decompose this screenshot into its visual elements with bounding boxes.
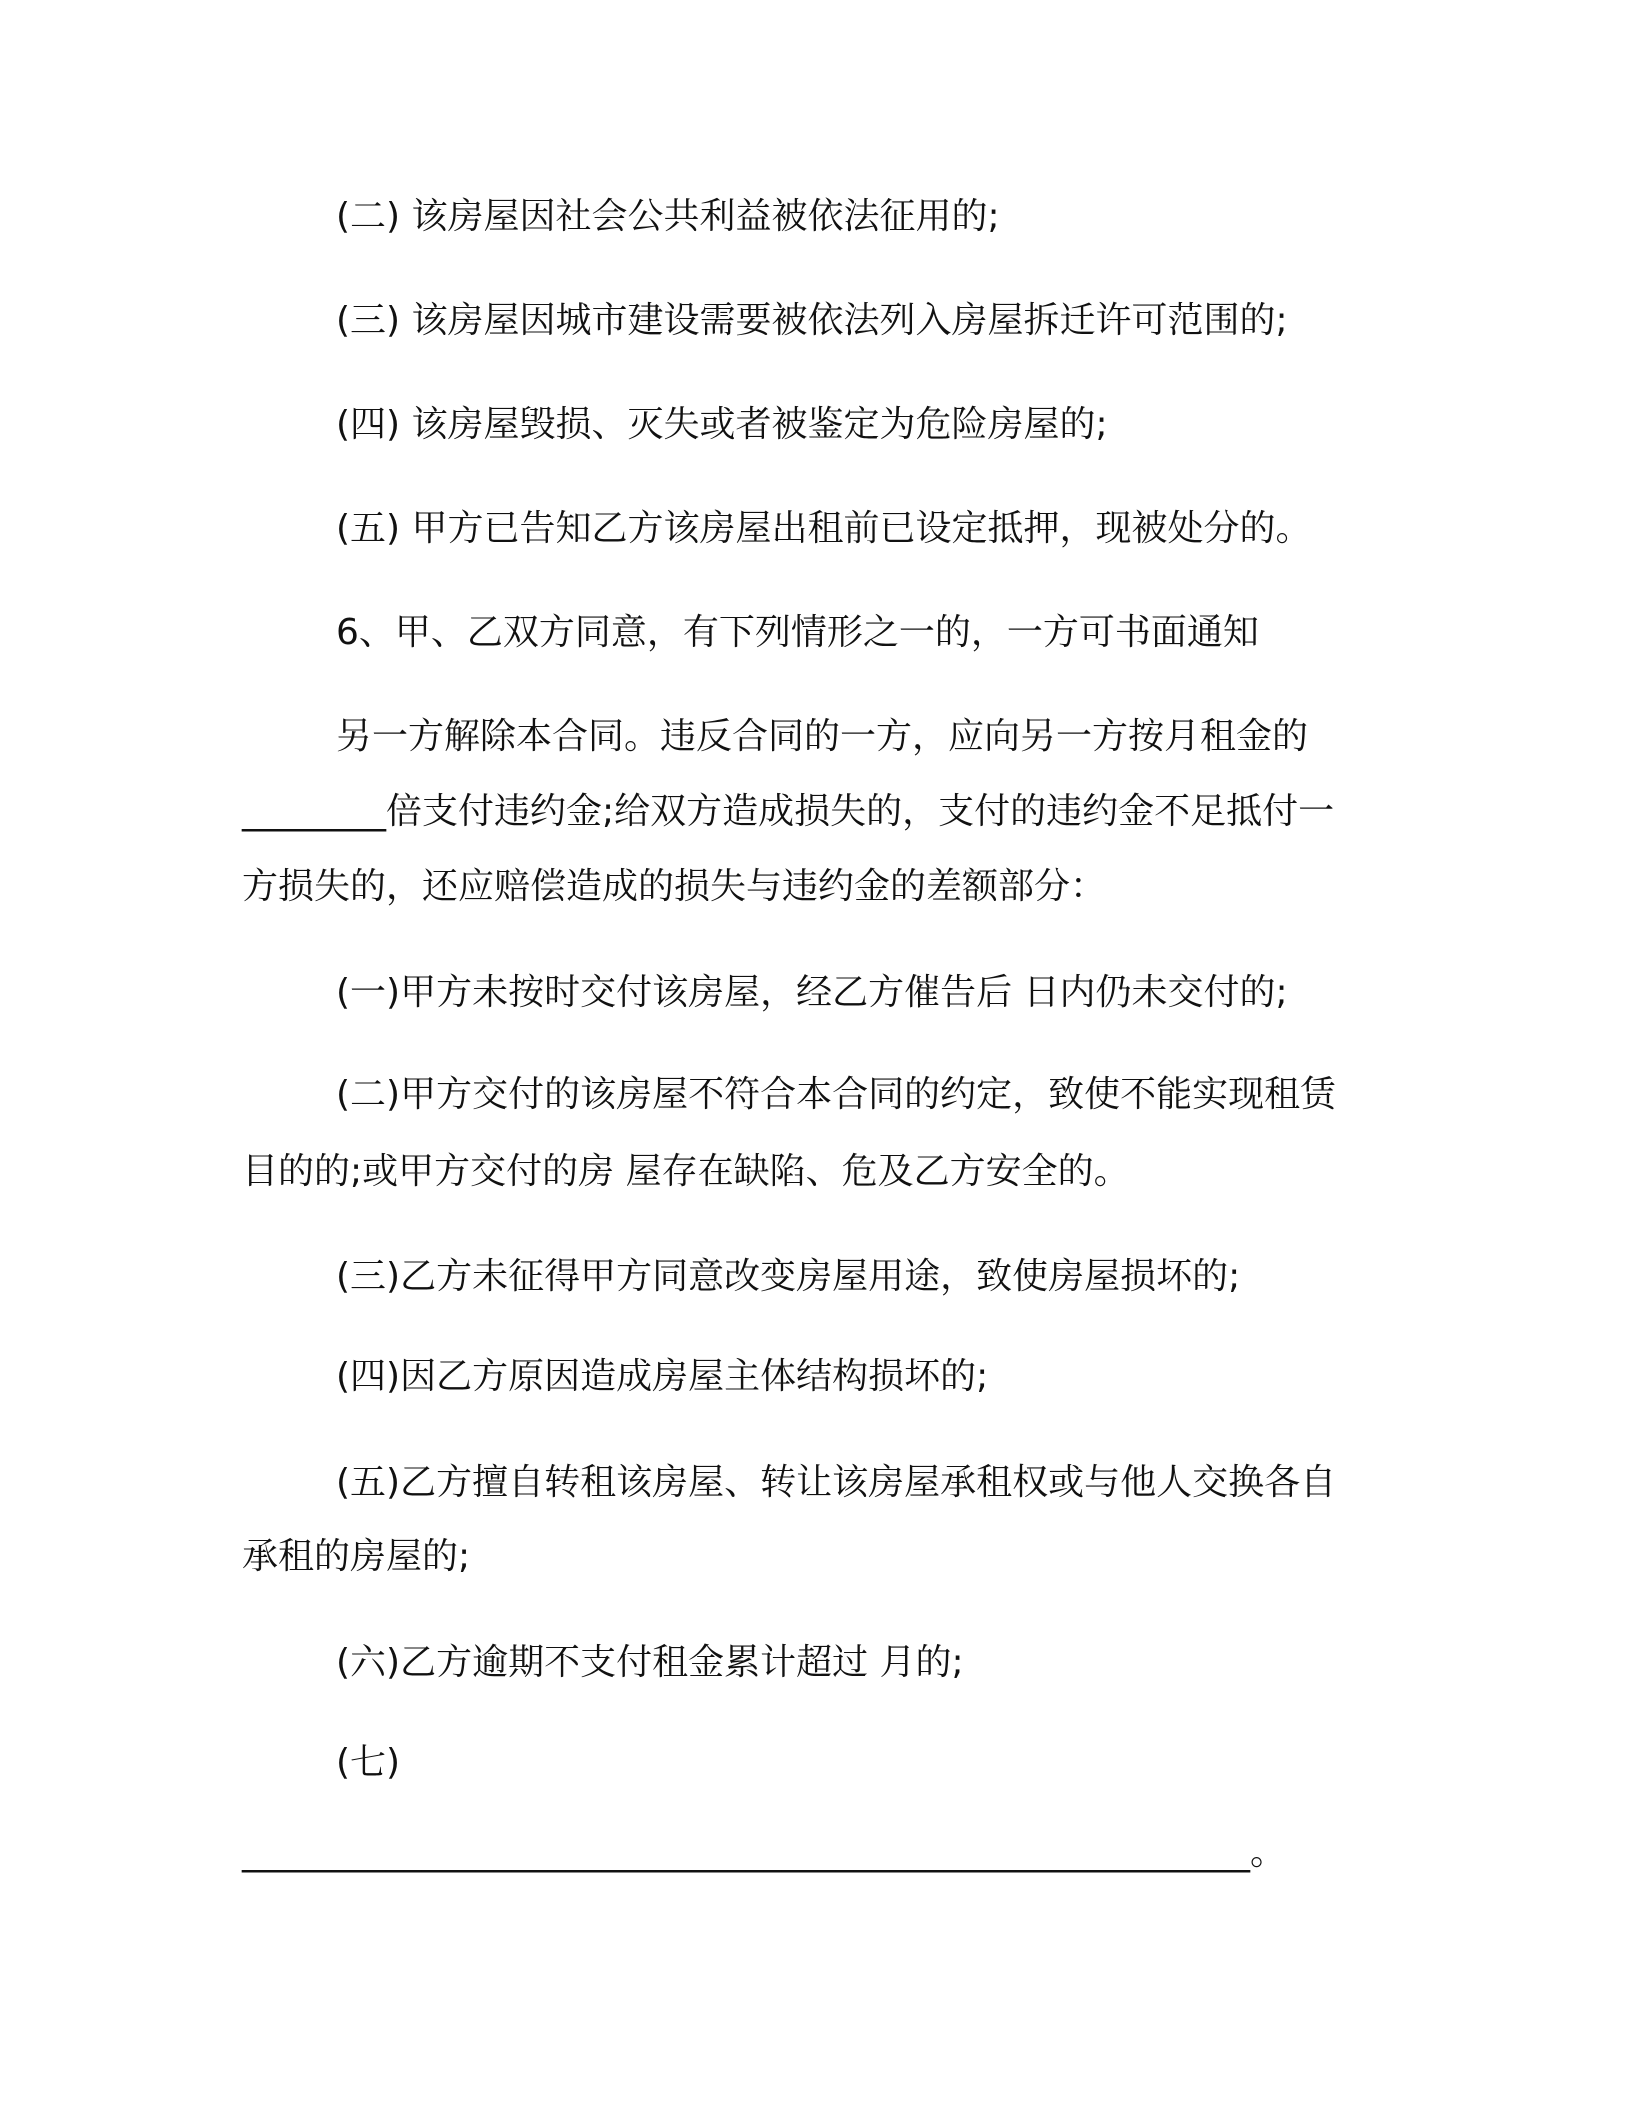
clause-6-line-1: 6、甲、乙双方同意，有下列情形之一的，一方可书面通知 [336,612,1259,653]
clause-item-3: (三) 该房屋因城市建设需要被依法列入房屋拆迁许可范围的; [336,300,1288,341]
termination-item-4: (四)因乙方原因造成房屋主体结构损坏的; [336,1356,989,1397]
termination-item-3: (三)乙方未征得甲方同意改变房屋用途，致使房屋损坏的; [336,1256,1241,1297]
clause-6-line-3: ________倍支付违约金;给双方造成损失的，支付的违约金不足抵付一 [242,791,1335,832]
termination-item-2-line-1: (二)甲方交付的该房屋不符合本合同的约定，致使不能实现租赁 [336,1074,1337,1115]
termination-item-7-label: (七) [336,1742,401,1783]
termination-item-5-line-2: 承租的房屋的; [242,1536,471,1577]
clause-6-line-2: 另一方解除本合同。违反合同的一方，应向另一方按月租金的 [336,716,1309,757]
clause-item-2: (二) 该房屋因社会公共利益被依法征用的; [336,196,1000,237]
termination-item-1: (一)甲方未按时交付该房屋，经乙方催告后 日内仍未交付的; [336,972,1288,1013]
termination-item-5-line-1: (五)乙方擅自转租该房屋、转让该房屋承租权或与他人交换各自 [336,1462,1337,1503]
termination-item-6: (六)乙方逾期不支付租金累计超过 月的; [336,1642,964,1683]
termination-item-7-blank: ________________________________________________________。 [242,1832,1286,1873]
clause-6-line-4: 方损失的，还应赔偿造成的损失与违约金的差额部分： [242,866,1107,907]
clause-item-5: (五) 甲方已告知乙方该房屋出租前已设定抵押，现被处分的。 [336,508,1312,549]
clause-item-4: (四) 该房屋毁损、灭失或者被鉴定为危险房屋的; [336,404,1108,445]
termination-item-2-line-2: 目的的;或甲方交付的房 屋存在缺陷、危及乙方安全的。 [242,1151,1130,1192]
